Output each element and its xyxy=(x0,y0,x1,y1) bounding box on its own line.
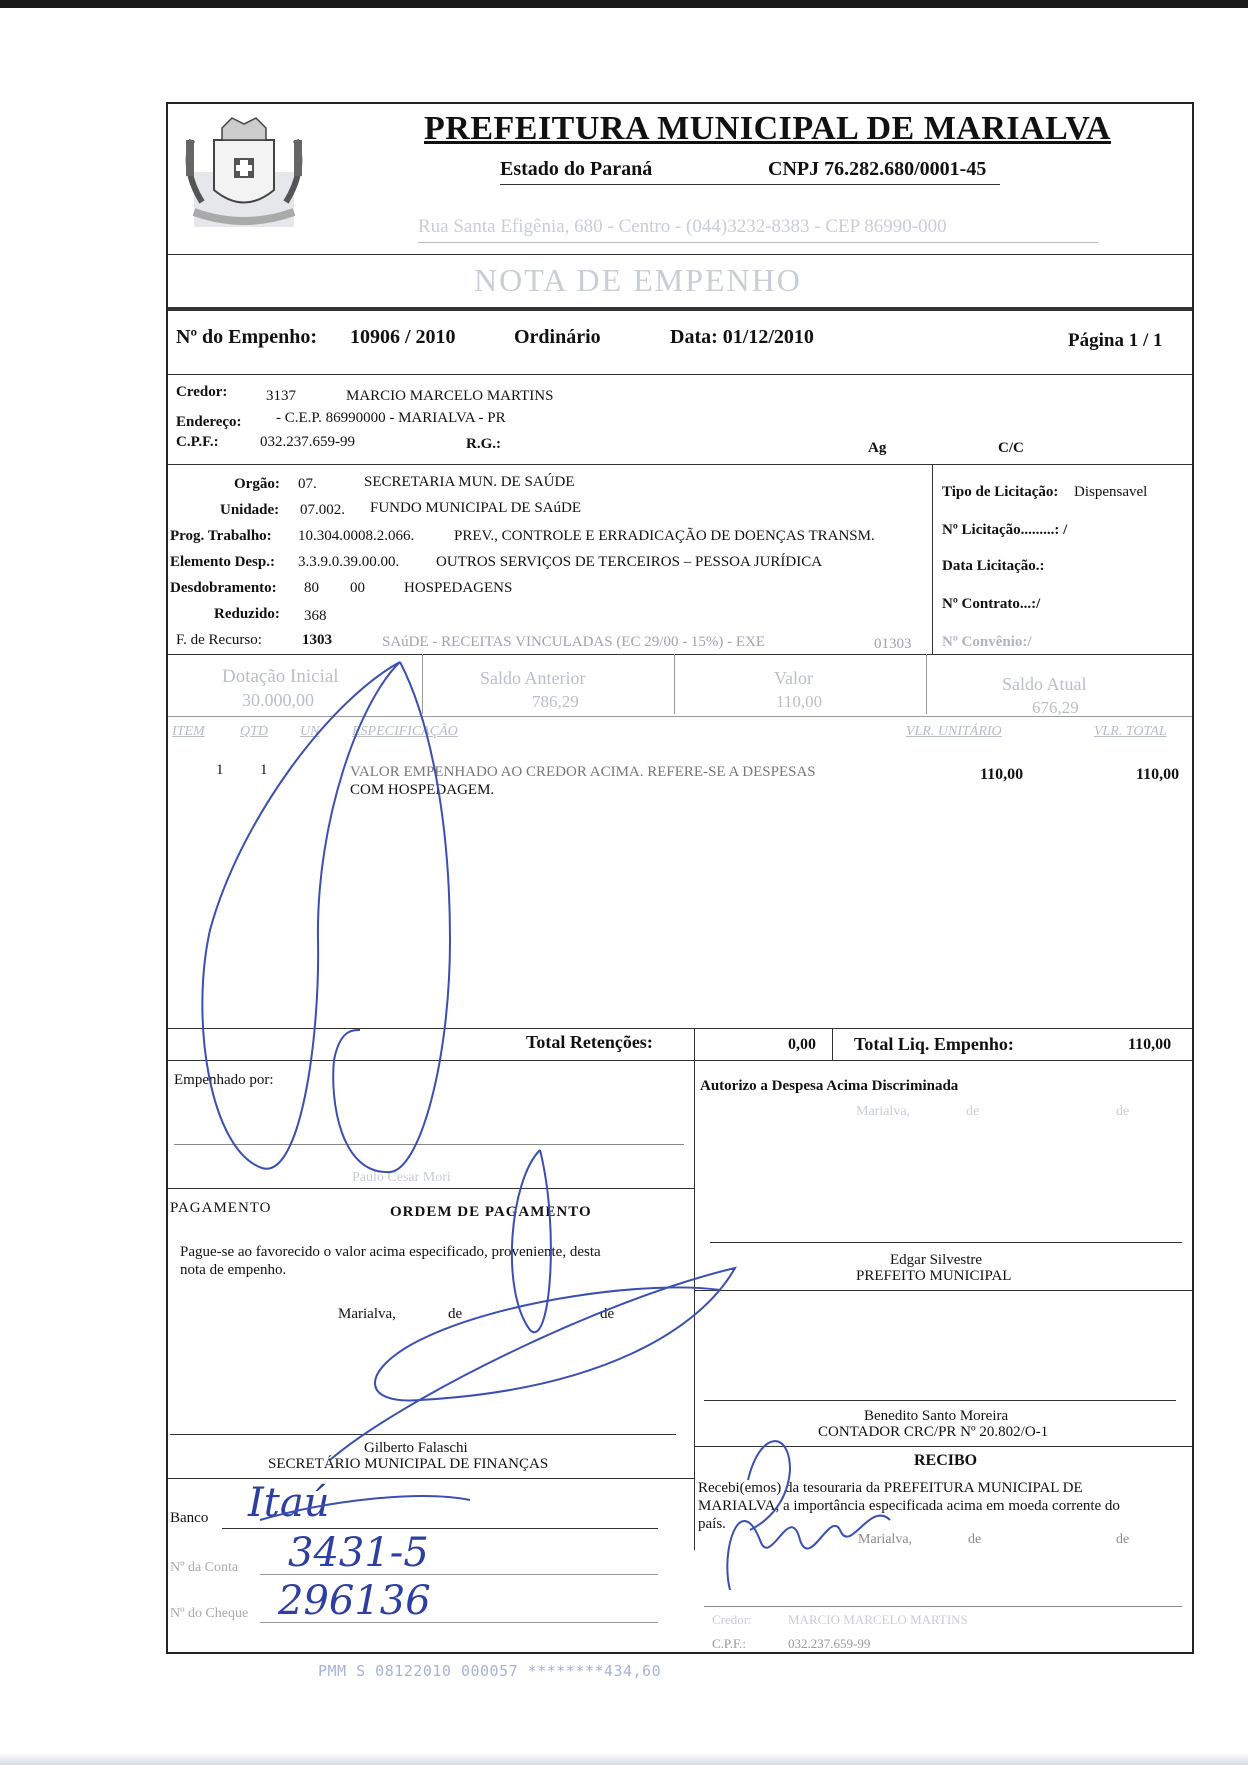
desdobramento-code1: 80 xyxy=(304,580,319,596)
prog-label: Prog. Trabalho: xyxy=(170,528,272,544)
row-qtd: 1 xyxy=(260,762,268,778)
orgao-label: Orgão: xyxy=(234,476,280,492)
unidade-label: Unidade: xyxy=(220,502,280,518)
recibo-cpf-label: C.P.F.: xyxy=(712,1636,747,1651)
orgao-name: SECRETARIA MUN. DE SAÚDE xyxy=(364,474,575,490)
autorizo-label: Autorizo a Despesa Acima Discriminada xyxy=(700,1078,959,1094)
valor-label: Valor xyxy=(774,668,813,688)
elemento-label: Elemento Desp.: xyxy=(170,554,275,570)
desdobramento-name: HOSPEDAGENS xyxy=(404,580,513,596)
recurso-code2: 01303 xyxy=(874,636,912,652)
empenho-kind: Ordinário xyxy=(514,326,601,348)
recibo-de1: de xyxy=(968,1532,982,1547)
header-qtd: QTD xyxy=(240,724,269,739)
recibo-de2: de xyxy=(1116,1532,1130,1547)
header-vlr-unitario: VLR. UNITÁRIO xyxy=(906,724,1002,739)
empenho-number: 10906 / 2010 xyxy=(350,326,456,348)
credor-cpf: 032.237.659-99 xyxy=(260,434,355,450)
dotacao-label: Dotação Inicial xyxy=(222,666,339,687)
prog-code: 10.304.0008.2.066. xyxy=(298,528,415,544)
elemento-name: OUTROS SERVIÇOS DE TERCEIROS – PESSOA JURÍDICA xyxy=(436,554,823,570)
total-liquido-label: Total Liq. Empenho: xyxy=(854,1034,1014,1054)
desdobramento-code2: 00 xyxy=(350,580,365,596)
address-field-label: Endereço: xyxy=(176,414,242,430)
empenhado-por-label: Empenhado por: xyxy=(174,1072,274,1088)
recibo-place: Marialva, xyxy=(858,1532,913,1547)
recibo-text-line2: MARIALVA, a importância especificada acima em moeda corrente do xyxy=(698,1498,1120,1514)
autorizo-place: Marialva, xyxy=(856,1104,911,1119)
cheque-label: Nº do Cheque xyxy=(170,1606,249,1621)
saldo-atual-value: 676,29 xyxy=(1032,698,1079,717)
recurso-label: F. de Recurso: xyxy=(176,632,262,648)
ordem-pagamento-label: ORDEM DE PAGAMENTO xyxy=(390,1204,592,1220)
recibo-text-line1: Recebi(emos) da tesouraria da PREFEITURA MUNICIPAL DE xyxy=(698,1480,1083,1496)
pagamento-label: PAGAMENTO xyxy=(170,1200,272,1216)
elemento-code: 3.3.9.0.39.00.00. xyxy=(298,554,400,570)
saldo-atual-label: Saldo Atual xyxy=(1002,674,1087,694)
total-retencoes-value: 0,00 xyxy=(788,1036,816,1053)
doc-type-label: NOTA DE EMPENHO xyxy=(474,262,802,298)
autorizo-de1: de xyxy=(966,1104,980,1119)
header-especificacao: ESPECIFICAÇÃO xyxy=(352,724,458,739)
empenhado-signer: Paulo Cesar Mori xyxy=(352,1170,451,1185)
banco-label: Banco xyxy=(170,1510,209,1526)
bank-stamp: PMM S 08122010 000057 ********434,60 xyxy=(318,1662,662,1680)
header-item: ITEM xyxy=(172,724,205,739)
tipo-licitacao-label: Tipo de Licitação: xyxy=(942,484,1059,500)
conta-handwritten: 3431-5 xyxy=(288,1530,429,1576)
recibo-credor-name: MARCIO MARCELO MARTINS xyxy=(788,1612,968,1627)
recibo-title: RECIBO xyxy=(914,1452,978,1469)
scan-border-top xyxy=(0,0,1248,8)
contador-signer: Benedito Santo Moreira xyxy=(864,1408,1009,1424)
credor-address: - C.E.P. 86990000 - MARIALVA - PR xyxy=(276,410,506,426)
dotacao-value: 30.000,00 xyxy=(242,690,314,710)
recurso-name: SAúDE - RECEITAS VINCULADAS (EC 29/00 - 15%) - EXE xyxy=(382,634,766,650)
pagamento-text-line1: Pague-se ao favorecido o valor acima especificado, proveniente, desta xyxy=(180,1244,601,1260)
credor-label: Credor: xyxy=(176,384,228,400)
prefeito-role: PREFEITO MUNICIPAL xyxy=(856,1268,1012,1284)
cpf-label: C.P.F.: xyxy=(176,434,219,450)
recibo-text-line3: país. xyxy=(698,1516,726,1532)
ag-label: Ag xyxy=(868,440,887,456)
pagamento-de2: de xyxy=(600,1306,615,1322)
recibo-cpf-value: 032.237.659-99 xyxy=(788,1636,871,1651)
empenho-document xyxy=(166,102,1194,1654)
pagamento-place: Marialva, xyxy=(338,1306,396,1322)
unidade-code: 07.002. xyxy=(300,502,345,518)
unidade-name: FUNDO MUNICIPAL DE SAúDE xyxy=(370,500,581,516)
recurso-code: 1303 xyxy=(302,632,332,648)
header-un: UN xyxy=(300,724,320,739)
page-title: PREFEITURA MUNICIPAL DE MARIALVA xyxy=(424,110,1111,147)
address-label: Rua Santa Efigênia, 680 - Centro - (044)3232-8383 - CEP 86990-000 xyxy=(418,216,947,237)
total-liquido-value: 110,00 xyxy=(1128,1036,1172,1053)
empenho-number-label: Nº do Empenho: xyxy=(176,326,318,348)
tipo-licitacao-value: Dispensavel xyxy=(1074,484,1148,500)
convenio-number: Nº Convênio:/ xyxy=(942,634,1032,650)
saldo-anterior-label: Saldo Anterior xyxy=(480,668,586,688)
row-vlr-unitario: 110,00 xyxy=(980,766,1024,783)
orgao-code: 07. xyxy=(298,476,317,492)
header-vlr-total: VLR. TOTAL xyxy=(1094,724,1167,739)
licitacao-number: Nº Licitação.........: / xyxy=(942,522,1068,538)
saldo-anterior-value: 786,29 xyxy=(532,692,579,711)
credor-name: MARCIO MARCELO MARTINS xyxy=(346,388,554,404)
desdobramento-label: Desdobramento: xyxy=(170,580,277,596)
cheque-handwritten: 296136 xyxy=(278,1578,431,1624)
row-item: 1 xyxy=(216,762,224,778)
empenho-date: Data: 01/12/2010 xyxy=(670,326,814,348)
prog-name: PREV., CONTROLE E ERRADICAÇÃO DE DOENÇAS TRANSM. xyxy=(454,528,875,544)
pagamento-text-line2: nota de empenho. xyxy=(180,1262,287,1278)
state-label: Estado do Paraná xyxy=(500,158,653,180)
pagamento-de1: de xyxy=(448,1306,463,1322)
page-number: Página 1 / 1 xyxy=(1068,330,1163,351)
valor-value: 110,00 xyxy=(776,692,823,711)
credor-code: 3137 xyxy=(266,388,296,404)
conta-label: Nº da Conta xyxy=(170,1560,239,1575)
rg-label: R.G.: xyxy=(466,436,501,452)
coat-of-arms-icon xyxy=(174,110,314,240)
scan-border-bottom xyxy=(0,1752,1248,1765)
banco-handwritten: Itaú xyxy=(248,1480,330,1526)
contrato-number: Nº Contrato...:/ xyxy=(942,596,1041,612)
reduzido-label: Reduzido: xyxy=(214,606,280,622)
row-desc-line1: VALOR EMPENHADO AO CREDOR ACIMA. REFERE-SE A DESPESAS xyxy=(350,764,816,780)
secretario-role: SECRETÁRIO MUNICIPAL DE FINANÇAS xyxy=(268,1456,549,1472)
prefeito-signer: Edgar Silvestre xyxy=(890,1252,983,1268)
cnpj-label: CNPJ 76.282.680/0001-45 xyxy=(768,158,987,180)
autorizo-de2: de xyxy=(1116,1104,1130,1119)
recibo-credor-label: Credor: xyxy=(712,1612,752,1627)
row-vlr-total: 110,00 xyxy=(1136,766,1180,783)
row-desc-line2: COM HOSPEDAGEM. xyxy=(350,782,495,798)
secretario-signer: Gilberto Falaschi xyxy=(364,1440,468,1456)
contador-role: CONTADOR CRC/PR Nº 20.802/O-1 xyxy=(818,1424,1049,1440)
cc-label: C/C xyxy=(998,440,1024,456)
reduzido-value: 368 xyxy=(304,608,327,624)
licitacao-date: Data Licitação.: xyxy=(942,558,1045,574)
total-retencoes-label: Total Retenções: xyxy=(526,1032,653,1052)
